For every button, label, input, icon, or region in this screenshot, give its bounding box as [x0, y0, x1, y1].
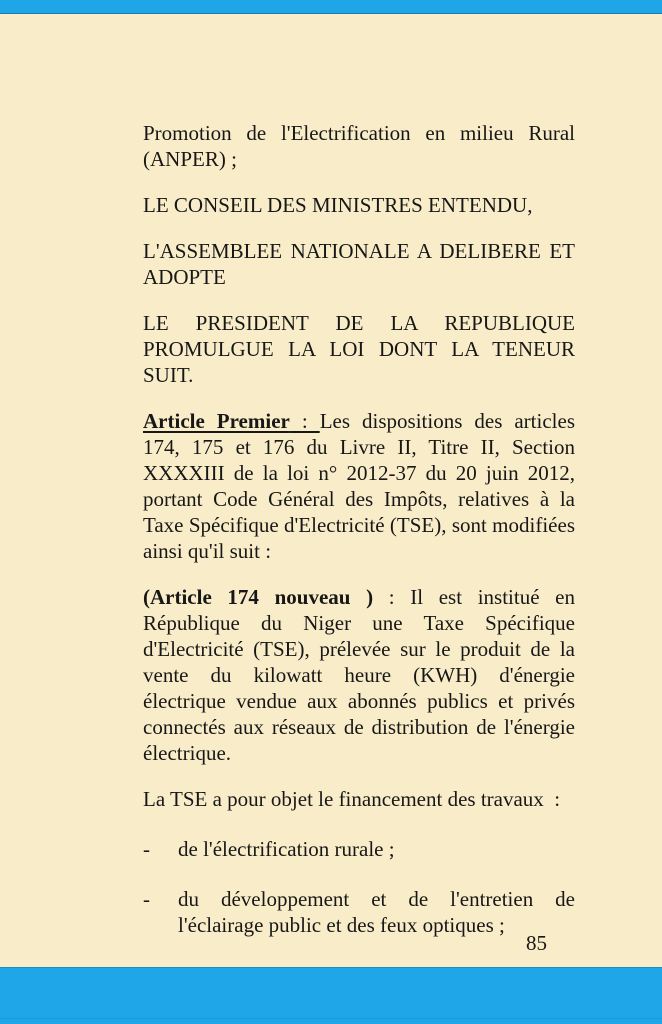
paragraph-president-republique: LE PRESIDENT DE LA REPUBLIQUE PROMULGUE LA LOI DONT LA TENEUR SUIT. — [143, 311, 575, 387]
article-174-body: Il est institué en République du Niger une Taxe Spécifique d'Electricité (TSE), prélevée sur le produit de la vente du kilowatt heure (KWH) d'énergie électrique vendue aux abonnés publics et privés connectés aux réseaux de distribution de l'énergie électrique. — [143, 585, 575, 765]
paragraph-article-174-nouveau — [143, 584, 575, 766]
list-item-dash: - — [143, 837, 150, 861]
article-174-label: (Article 174 nouveau ) — [143, 585, 374, 609]
paragraph-promotion-anper: Promotion de l'Electrification en milieu Rural (ANPER) ; — [143, 121, 575, 171]
list-item-dash: - — [143, 887, 150, 911]
bottom-blue-bar — [0, 967, 662, 1024]
page-content — [143, 120, 575, 938]
article-premier-colon: : — [289, 409, 320, 433]
list-item-electrification-rurale — [143, 836, 575, 862]
paragraph-conseil-ministres: LE CONSEIL DES MINISTRES ENTENDU, — [143, 193, 533, 217]
paragraph-assemblee-nationale: L'ASSEMBLEE NATIONALE A DELIBERE ET ADOPTE — [143, 239, 575, 289]
top-blue-bar — [0, 0, 662, 14]
page-number: 85 — [526, 931, 547, 955]
article-premier-label: Article Premier — [143, 409, 290, 433]
list-item-text: du développement et de l'entretien de l'éclairage public et des feux optiques ; — [178, 887, 575, 937]
article-premier-body: Les dispositions des articles 174, 175 et 176 du Livre II, Titre II, Section XXXXIII de la loi n° 2012-37 du 20 juin 2012, portant Code Général des Impôts, relatives à la Taxe Spécifique d'Electricité (TSE), sont modifiées ainsi qu'il suit : — [143, 409, 575, 563]
paragraph-tse-objet: La TSE a pour objet le financement des travaux : — [143, 787, 561, 811]
list-item-text: de l'électrification rurale ; — [178, 837, 395, 861]
article-174-separator: : — [373, 585, 411, 609]
article-premier-heading — [143, 409, 320, 433]
paragraph-article-premier — [143, 408, 575, 564]
